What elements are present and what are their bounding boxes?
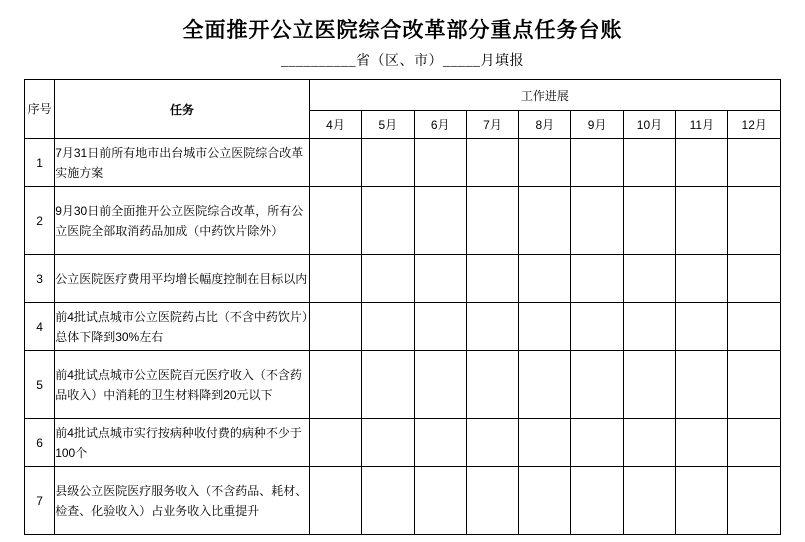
row-task: 前4批试点城市公立医院药占比（不含中药饮片）总体下降到30%左右 <box>55 303 310 351</box>
row-value-month-8[interactable] <box>519 467 571 535</box>
row-seq: 5 <box>25 351 55 419</box>
row-value-month-4[interactable] <box>309 139 361 187</box>
row-value-month-11[interactable] <box>676 139 728 187</box>
table-row <box>25 351 781 419</box>
row-value-month-12[interactable] <box>728 351 781 419</box>
row-value-month-8[interactable] <box>519 303 571 351</box>
task-ledger-table <box>24 79 781 535</box>
row-value-month-9[interactable] <box>571 419 623 467</box>
row-value-month-6[interactable] <box>414 303 466 351</box>
row-value-month-7[interactable] <box>466 187 518 255</box>
row-value-month-4[interactable] <box>309 419 361 467</box>
row-value-month-9[interactable] <box>571 139 623 187</box>
column-header-month-10: 10月 <box>623 111 675 139</box>
row-value-month-7[interactable] <box>466 419 518 467</box>
row-value-month-8[interactable] <box>519 419 571 467</box>
row-seq: 2 <box>25 187 55 255</box>
row-value-month-4[interactable] <box>309 255 361 303</box>
row-value-month-12[interactable] <box>728 303 781 351</box>
table-row <box>25 303 781 351</box>
row-value-month-6[interactable] <box>414 467 466 535</box>
row-value-month-5[interactable] <box>362 303 414 351</box>
row-task: 7月31日前所有地市出台城市公立医院综合改革实施方案 <box>55 139 310 187</box>
column-header-month-6: 6月 <box>414 111 466 139</box>
row-value-month-10[interactable] <box>623 139 675 187</box>
row-value-month-12[interactable] <box>728 187 781 255</box>
page-title: 全面推开公立医院综合改革部分重点任务台账 <box>182 18 623 42</box>
row-value-month-8[interactable] <box>519 139 571 187</box>
row-task: 公立医院医疗费用平均增长幅度控制在目标以内 <box>55 255 310 303</box>
column-header-month-12: 12月 <box>728 111 781 139</box>
row-value-month-5[interactable] <box>362 187 414 255</box>
table-row <box>25 419 781 467</box>
row-value-month-5[interactable] <box>362 255 414 303</box>
row-value-month-6[interactable] <box>414 419 466 467</box>
column-header-task: 任务 <box>55 80 310 139</box>
column-header-month-7: 7月 <box>466 111 518 139</box>
row-value-month-9[interactable] <box>571 467 623 535</box>
row-value-month-5[interactable] <box>362 419 414 467</box>
row-value-month-9[interactable] <box>571 187 623 255</box>
row-task: 前4批试点城市实行按病种收付费的病种不少于100个 <box>55 419 310 467</box>
table-row <box>25 139 781 187</box>
row-value-month-4[interactable] <box>309 187 361 255</box>
row-value-month-12[interactable] <box>728 419 781 467</box>
row-value-month-7[interactable] <box>466 303 518 351</box>
row-task: 9月30日前全面推开公立医院综合改革，所有公立医院全部取消药品加成（中药饮片除外） <box>55 187 310 255</box>
row-task: 前4批试点城市公立医院百元医疗收入（不含药品收入）中消耗的卫生材料降到20元以下 <box>55 351 310 419</box>
table-row <box>25 187 781 255</box>
table-row <box>25 467 781 535</box>
row-value-month-11[interactable] <box>676 467 728 535</box>
row-value-month-9[interactable] <box>571 255 623 303</box>
row-seq: 3 <box>25 255 55 303</box>
row-seq: 7 <box>25 467 55 535</box>
row-value-month-5[interactable] <box>362 139 414 187</box>
row-value-month-6[interactable] <box>414 187 466 255</box>
row-value-month-4[interactable] <box>309 351 361 419</box>
row-value-month-8[interactable] <box>519 351 571 419</box>
row-value-month-10[interactable] <box>623 419 675 467</box>
column-header-progress: 工作进展 <box>309 80 780 111</box>
row-value-month-12[interactable] <box>728 139 781 187</box>
row-value-month-8[interactable] <box>519 255 571 303</box>
row-value-month-10[interactable] <box>623 187 675 255</box>
column-header-seq: 序号 <box>25 80 55 139</box>
row-seq: 1 <box>25 139 55 187</box>
row-value-month-5[interactable] <box>362 467 414 535</box>
column-header-month-8: 8月 <box>519 111 571 139</box>
row-value-month-6[interactable] <box>414 351 466 419</box>
column-header-month-5: 5月 <box>362 111 414 139</box>
row-value-month-11[interactable] <box>676 255 728 303</box>
row-value-month-11[interactable] <box>676 187 728 255</box>
row-value-month-11[interactable] <box>676 419 728 467</box>
row-value-month-4[interactable] <box>309 303 361 351</box>
column-header-month-11: 11月 <box>676 111 728 139</box>
row-value-month-12[interactable] <box>728 255 781 303</box>
column-header-month-4: 4月 <box>309 111 361 139</box>
row-value-month-9[interactable] <box>571 351 623 419</box>
row-value-month-11[interactable] <box>676 351 728 419</box>
table-header <box>25 80 781 139</box>
row-value-month-10[interactable] <box>623 303 675 351</box>
row-value-month-6[interactable] <box>414 139 466 187</box>
column-header-month-9: 9月 <box>571 111 623 139</box>
row-task: 县级公立医院医疗服务收入（不含药品、耗材、检查、化验收入）占业务收入比重提升 <box>55 467 310 535</box>
row-value-month-8[interactable] <box>519 187 571 255</box>
document-page <box>0 14 805 542</box>
row-value-month-5[interactable] <box>362 351 414 419</box>
row-value-month-11[interactable] <box>676 303 728 351</box>
row-value-month-7[interactable] <box>466 467 518 535</box>
row-value-month-7[interactable] <box>466 255 518 303</box>
row-value-month-6[interactable] <box>414 255 466 303</box>
page-subtitle: __________省（区、市）_____月填报 <box>281 54 524 69</box>
row-value-month-10[interactable] <box>623 467 675 535</box>
row-value-month-10[interactable] <box>623 351 675 419</box>
row-value-month-4[interactable] <box>309 467 361 535</box>
table-row <box>25 255 781 303</box>
table-body <box>25 139 781 535</box>
row-value-month-7[interactable] <box>466 139 518 187</box>
row-value-month-10[interactable] <box>623 255 675 303</box>
header-row-1 <box>25 80 781 111</box>
row-value-month-12[interactable] <box>728 467 781 535</box>
row-value-month-7[interactable] <box>466 351 518 419</box>
row-seq: 6 <box>25 419 55 467</box>
row-seq: 4 <box>25 303 55 351</box>
row-value-month-9[interactable] <box>571 303 623 351</box>
